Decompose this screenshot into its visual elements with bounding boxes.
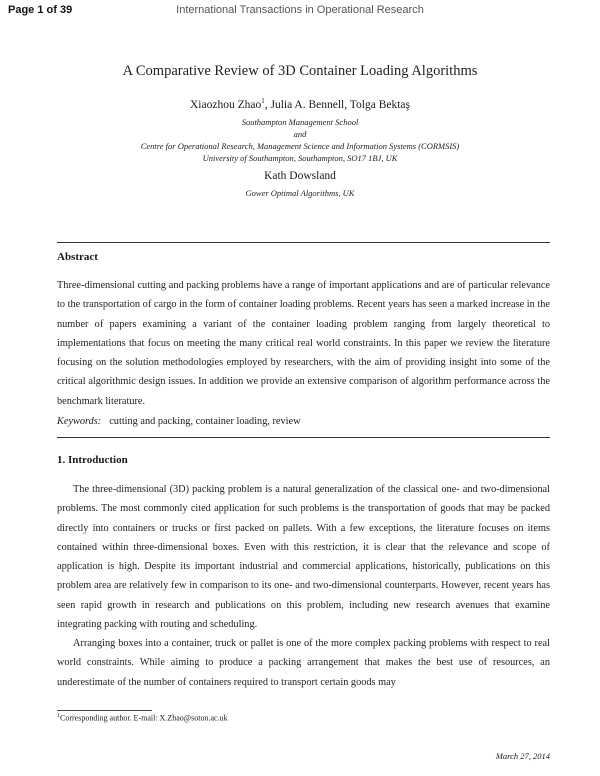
abstract-bottom-rule	[57, 437, 550, 438]
abstract-top-rule	[57, 242, 550, 243]
coauthors: , Julia A. Bennell, Tolga Bektaş	[264, 98, 410, 111]
intro-paragraph-2: Arranging boxes into a container, truck or pallet is one of the more complex packing problems with respect to real world constraints. While aiming to produce a packing arrangement that makes the best use of resources, an underestimate of the number of containers required to transport certain goods may	[57, 638, 550, 688]
keywords	[57, 416, 301, 427]
date-stamp: March 27, 2014	[495, 751, 550, 761]
author-name: Xiaozhou Zhao	[190, 98, 262, 111]
paper-title: A Comparative Review of 3D Container Loading Algorithms	[122, 63, 478, 79]
author-list	[0, 97, 600, 111]
intro-paragraph-1: The three-dimensional (3D) packing problem is a natural generalization of the classical one- and two-dimensional problems. The most commonly cited application for such problems is the transportation of goods that may be packed directly into containers or trucks or first packed on pallets. With a few exceptions, the literature focuses on items contained within three-dimensional boxes. Even with this restriction, it is clear that the relevance and scope of application is high. Despite its important industrial and commercial applications, historically, publications on this problem area are relatively few in comparison to its one- and two-dimensional counterparts. However, recent years has seen rapid growth in research and publications on this problem, including new research avenues that examine integrating packing with routing and scheduling.	[57, 484, 550, 631]
affiliation-line: Centre for Operational Research, Management Science and Information Systems (CORMSIS)	[140, 141, 460, 151]
journal-name: International Transactions in Operational Research	[176, 4, 424, 16]
section-heading: 1. Introduction	[57, 454, 128, 466]
footnote-rule	[57, 710, 152, 711]
affiliation-line: and	[293, 129, 307, 139]
footnote-mark: 1	[57, 713, 60, 719]
affiliation-line: Southampton Management School	[241, 117, 359, 127]
abstract-text: Three-dimensional cutting and packing problems have a range of important applications and are of particular relevance to the transportation of cargo in the form of container loading problems. Recent years has seen a marked increase in the number of papers examining a variant of the container loading problem ranging from largely theoretical to implementations that focus on meeting the many critical real world constraints. In this paper we review the literature focusing on the solution methodologies employed by researchers, with the aim of providing insight into some of the critical algorithmic design issues. In addition we provide an extensive comparison of algorithm performance across the benchmark literature.	[57, 280, 550, 407]
keywords-value: cutting and packing, container loading, review	[109, 416, 301, 427]
second-affiliation: Gower Optimal Algorithms, UK	[245, 188, 355, 198]
footnote-text: Corresponding author. E-mail: X.Zhao@soton.ac.uk	[60, 713, 228, 723]
author-footnote-mark: 1	[261, 97, 265, 105]
second-author: Kath Dowsland	[264, 170, 336, 182]
abstract-heading: Abstract	[57, 251, 98, 263]
footnote	[57, 713, 228, 723]
page-header	[0, 0, 600, 22]
affiliation-line: University of Southampton, Southampton, SO17 1BJ, UK	[202, 153, 398, 163]
page-indicator: Page 1 of 39	[8, 4, 73, 16]
keywords-label: Keywords:	[57, 416, 102, 427]
